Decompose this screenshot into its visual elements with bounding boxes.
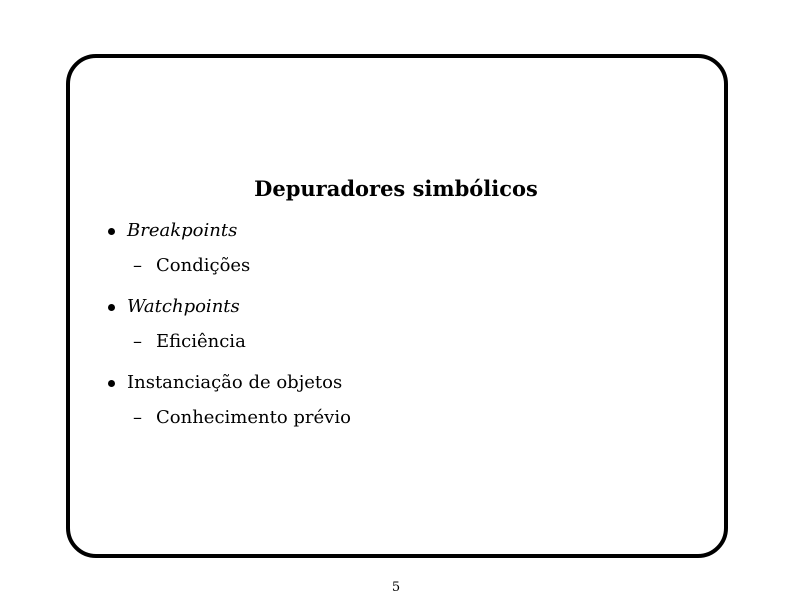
sub-item-label: Conhecimento prévio <box>156 407 351 428</box>
dash-icon: – <box>133 331 142 352</box>
bullet-dot-icon <box>108 304 115 311</box>
bullet-dot-icon <box>108 380 115 387</box>
dash-icon: – <box>133 407 142 428</box>
bullet-item-label: Breakpoints <box>127 220 238 241</box>
bullet-item-label: Instanciação de objetos <box>127 372 343 393</box>
sub-item-label: Eficiência <box>156 331 246 352</box>
sub-item-label: Condições <box>156 255 251 276</box>
bullet-list <box>105 0 705 612</box>
bullet-dot-icon <box>108 228 115 235</box>
page-number: 5 <box>391 580 401 595</box>
slide-title: Depuradores simbólicos <box>254 176 538 201</box>
dash-icon: – <box>133 255 142 276</box>
bullet-item-label: Watchpoints <box>127 296 240 317</box>
